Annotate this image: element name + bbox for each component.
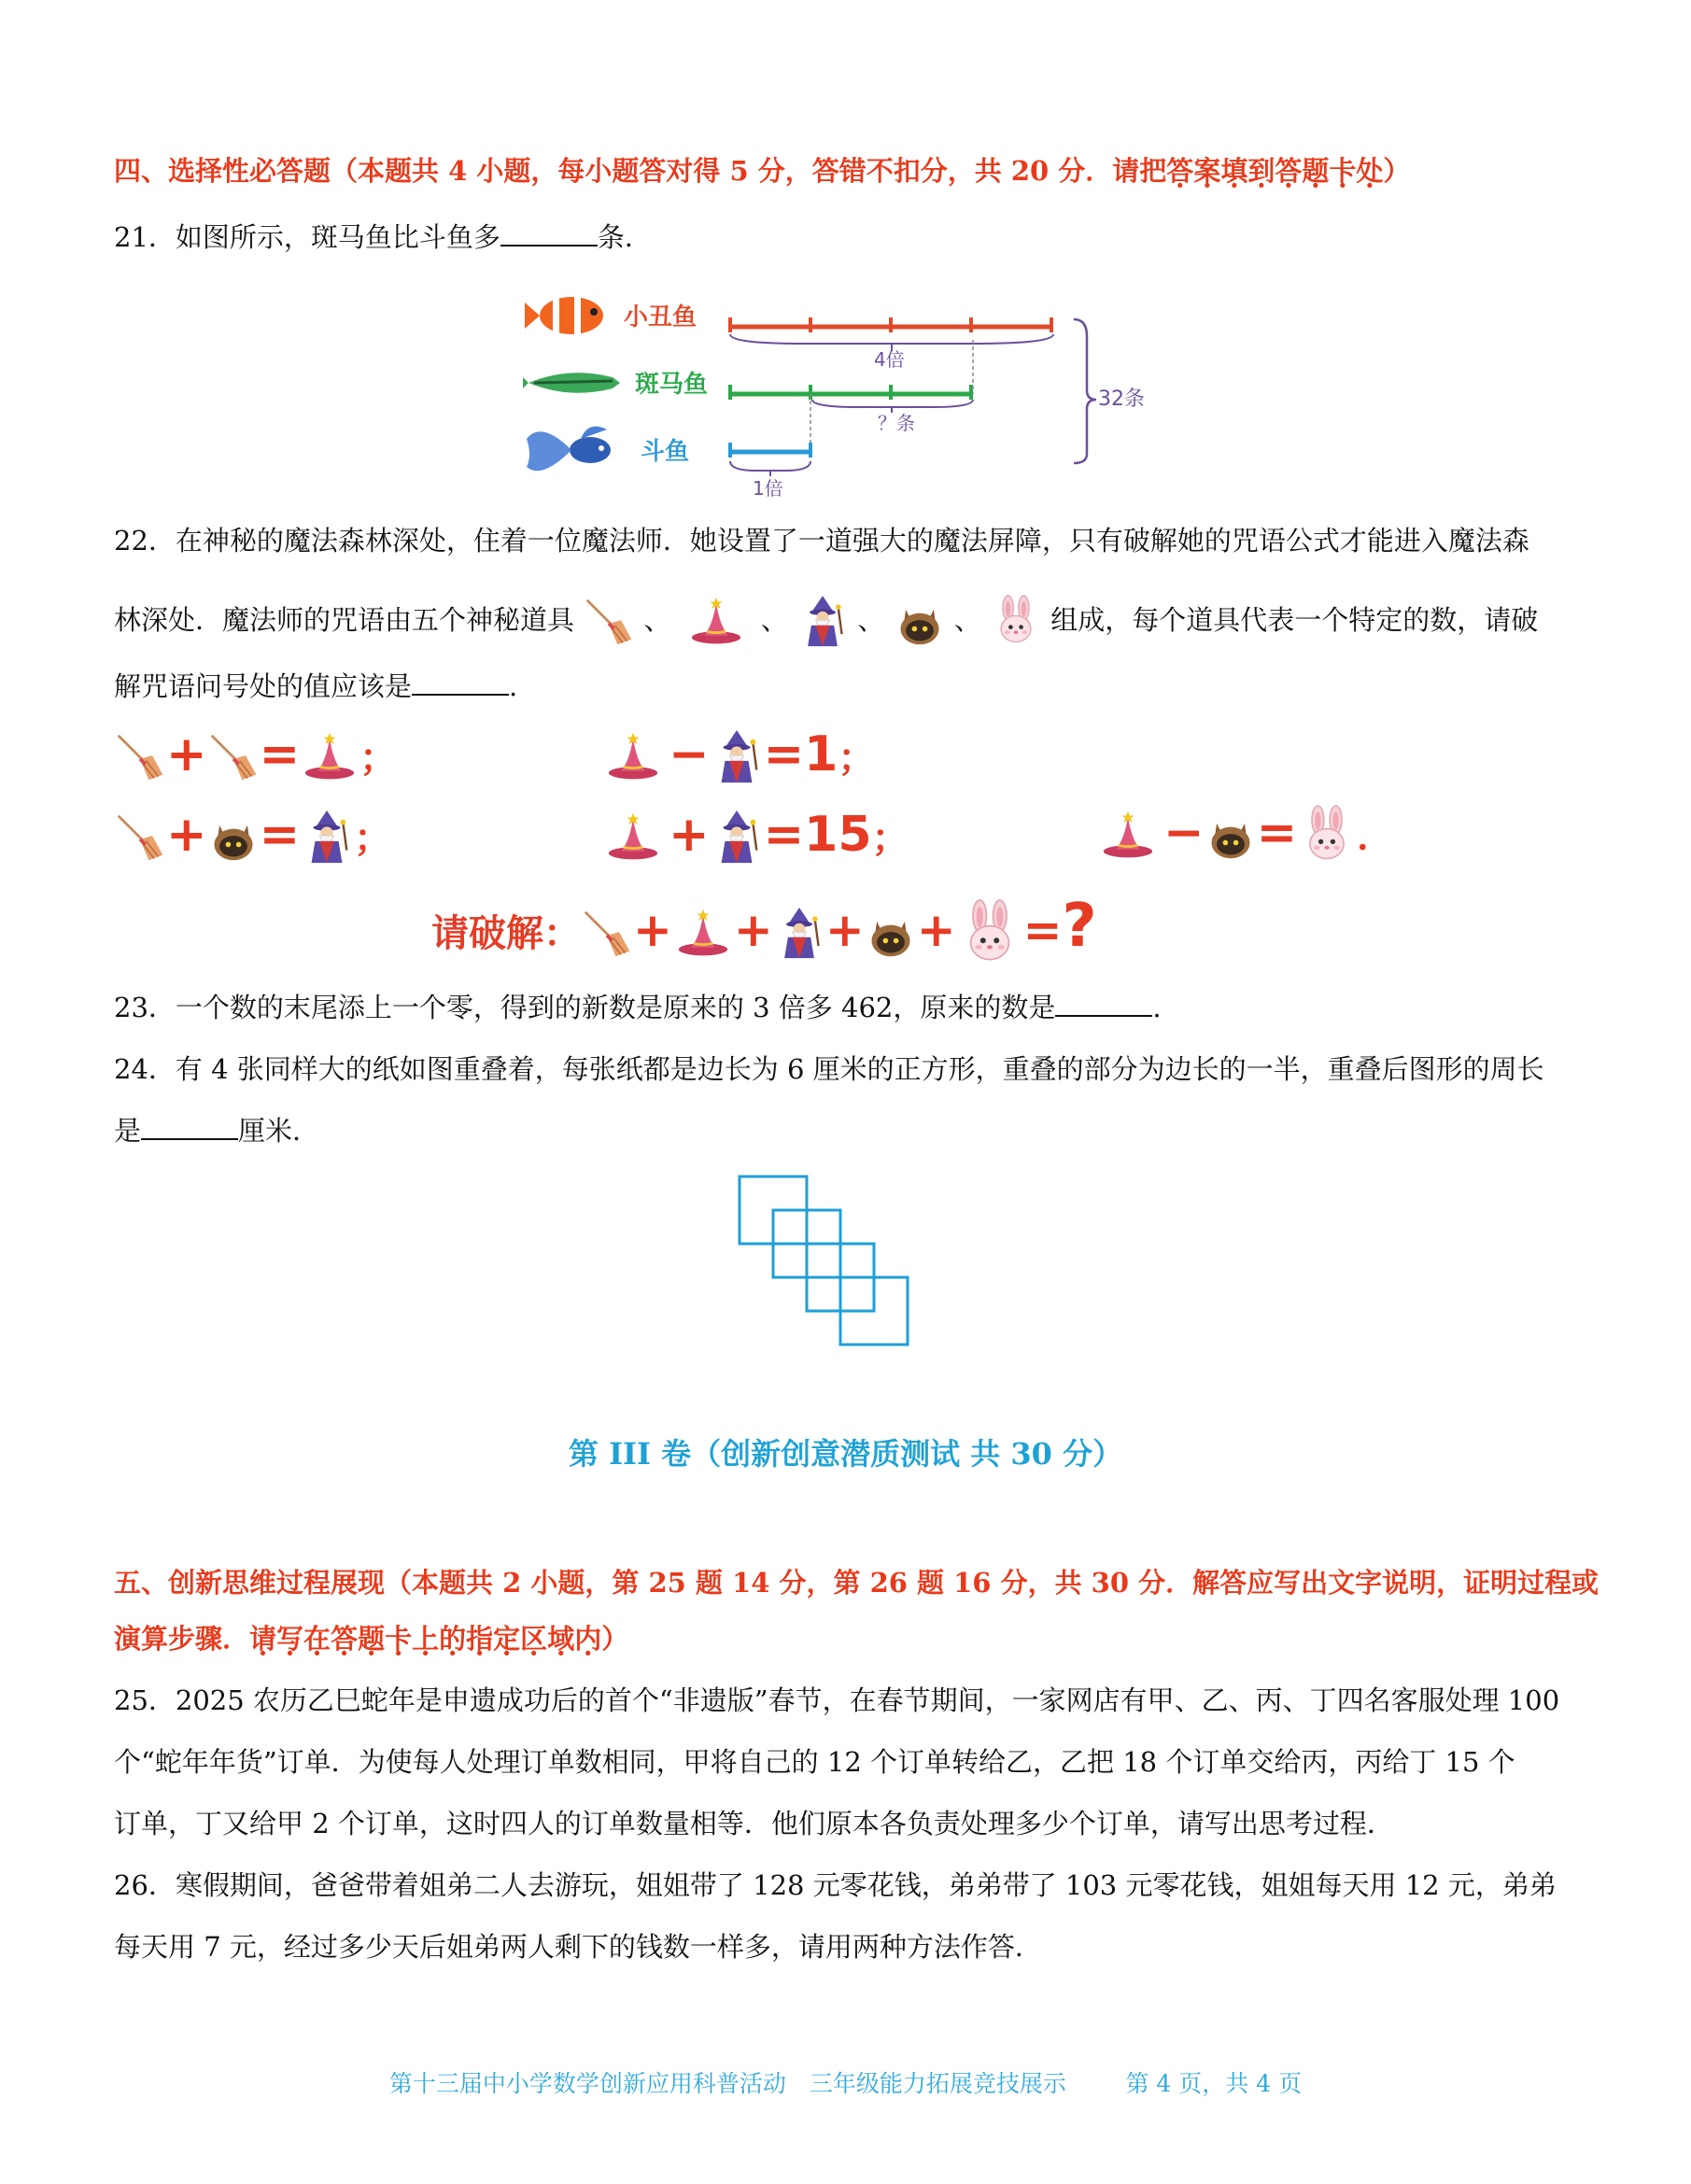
betta-fish-icon — [527, 427, 611, 472]
question-22-line-2: 林深处．魔法师的咒语由五个神秘道具 、 、 、 、 组成，每个道具代表一个特定的数，请破 — [114, 592, 1543, 652]
wizard-icon — [710, 808, 764, 867]
broom-icon — [207, 731, 260, 783]
section-5-heading-line-1: 五、创新思维过程展现（本题共 2 小题，第 25 题 14 分，第 26 题 16 分，共 30 分．解答应写出文字说明，证明过程或 — [114, 1567, 1599, 1599]
question-26-line-1: 26．寒假期间，爸爸带着姐弟二人去游玩，姐姐带了 128 元零花钱，弟弟带了 103 元零花钱，姐姐每天用 12 元，弟弟 — [114, 1869, 1557, 1901]
overlapping-squares-figure — [738, 1175, 915, 1348]
answer-blank[interactable] — [141, 1116, 238, 1140]
wizard-icon — [773, 904, 825, 964]
question-24-line-1: 24．有 4 张同样大的纸如图重叠着，每张纸都是边长为 6 厘米的正方形，重叠的部分为边长的一半，重叠后图形的周长 — [114, 1053, 1544, 1085]
answer-blank[interactable] — [500, 222, 598, 247]
question-23: 23．一个数的末尾添上一个零，得到的新数是原来的 3 倍多 462，原来的数是 . — [114, 992, 1162, 1023]
rabbit-icon — [956, 896, 1023, 971]
question-22-line-1: 22．在神秘的魔法森林深处，住着一位魔法师．她设置了一道强大的魔法屏障，只有破解她的咒语公式才能进入魔法森 — [114, 525, 1529, 557]
label-total: 32条 — [1098, 387, 1145, 411]
wizard-icon — [796, 592, 849, 652]
monster-icon — [894, 596, 946, 648]
wizard-icon — [710, 727, 764, 787]
label-1x: 1倍 — [753, 477, 783, 500]
equation-3: + = ； — [114, 805, 391, 868]
broom-icon — [581, 908, 633, 960]
witch-hat-icon — [672, 908, 734, 960]
equation-2: − =1； — [598, 725, 875, 788]
section-4-heading: 四、选择性必答题（本题共 4 小题，每小题答对得 5 分，答错不扣分，共 20 分．请把答案填到答题卡处） — [114, 155, 1411, 187]
clownfish-label: 小丑鱼 — [624, 303, 698, 331]
zebrafish-icon — [523, 373, 620, 393]
section-5-heading-line-2: 演算步骤．请写在答题卡上的指定区域内） — [114, 1623, 629, 1655]
wizard-icon — [300, 808, 354, 867]
part-3-title: 第 III 卷（创新创意潜质测试 共 30 分） — [568, 1436, 1123, 1472]
monster-icon — [865, 908, 917, 960]
betta-label: 斗鱼 — [641, 438, 690, 466]
brace-total — [1074, 319, 1096, 463]
rabbit-icon — [990, 592, 1042, 652]
question-25-line-1: 25．2025 农历乙巳蛇年是申遗成功后的首个“非遗版”春节，在春节期间，一家网店有甲、乙、丙、丁四名客服处理 100 — [114, 1684, 1560, 1716]
broom-icon — [114, 731, 166, 783]
witch-hat-icon — [1092, 810, 1163, 862]
witch-hat-icon — [300, 731, 359, 783]
solve-equation: 请破解： + + + + =? — [431, 889, 1097, 971]
answer-blank[interactable] — [1055, 993, 1152, 1017]
clownfish-icon — [525, 297, 603, 334]
monster-icon — [207, 811, 260, 864]
answer-blank[interactable] — [412, 671, 509, 696]
question-25-line-3: 订单，丁又给甲 2 个订单，这时四人的订单数量相等．他们原本各负责处理多少个订单，请写出思考过程． — [114, 1808, 1394, 1839]
equation-4: + =15； — [598, 805, 909, 868]
question-25-line-2: 个“蛇年年货”订单．为使每人处理订单数相同，甲将自己的 12 个订单转给乙，乙把 18 个订单交给丙，丙给丁 15 个 — [114, 1746, 1515, 1778]
witch-hat-icon — [598, 731, 669, 783]
label-question: ？条 — [878, 412, 915, 434]
label-4x: 4倍 — [874, 348, 905, 371]
equation-5: − = ． — [1092, 799, 1394, 870]
rabbit-icon — [1297, 802, 1357, 869]
question-21: 21．如图所示，斑马鱼比斗鱼多 条． — [114, 221, 652, 253]
page-footer — [0, 2065, 1691, 2099]
equation-1: + = ； — [114, 725, 397, 788]
broom-icon — [583, 596, 635, 648]
brace-1x — [730, 461, 810, 476]
footer-activity: 第十三届中小学数学创新应用科普活动 三年级能力拓展竞技展示 — [388, 2070, 1066, 2097]
monster-icon — [1205, 810, 1257, 862]
broom-icon — [114, 811, 166, 864]
question-22-line-3: 解咒语问号处的值应该是 . — [114, 670, 518, 702]
witch-hat-icon — [680, 596, 753, 648]
brace-question — [812, 400, 973, 413]
footer-page-number: 第 4 页，共 4 页 — [1125, 2070, 1303, 2097]
zebrafish-label: 斑马鱼 — [635, 371, 709, 399]
witch-hat-icon — [598, 811, 669, 864]
fish-bar-diagram — [523, 280, 1195, 509]
question-24-line-2: 是 厘米． — [114, 1115, 320, 1147]
question-26-line-2: 每天用 7 元，经过多少天后姐弟两人剩下的钱数一样多，请用两种方法作答． — [114, 1931, 1042, 1963]
